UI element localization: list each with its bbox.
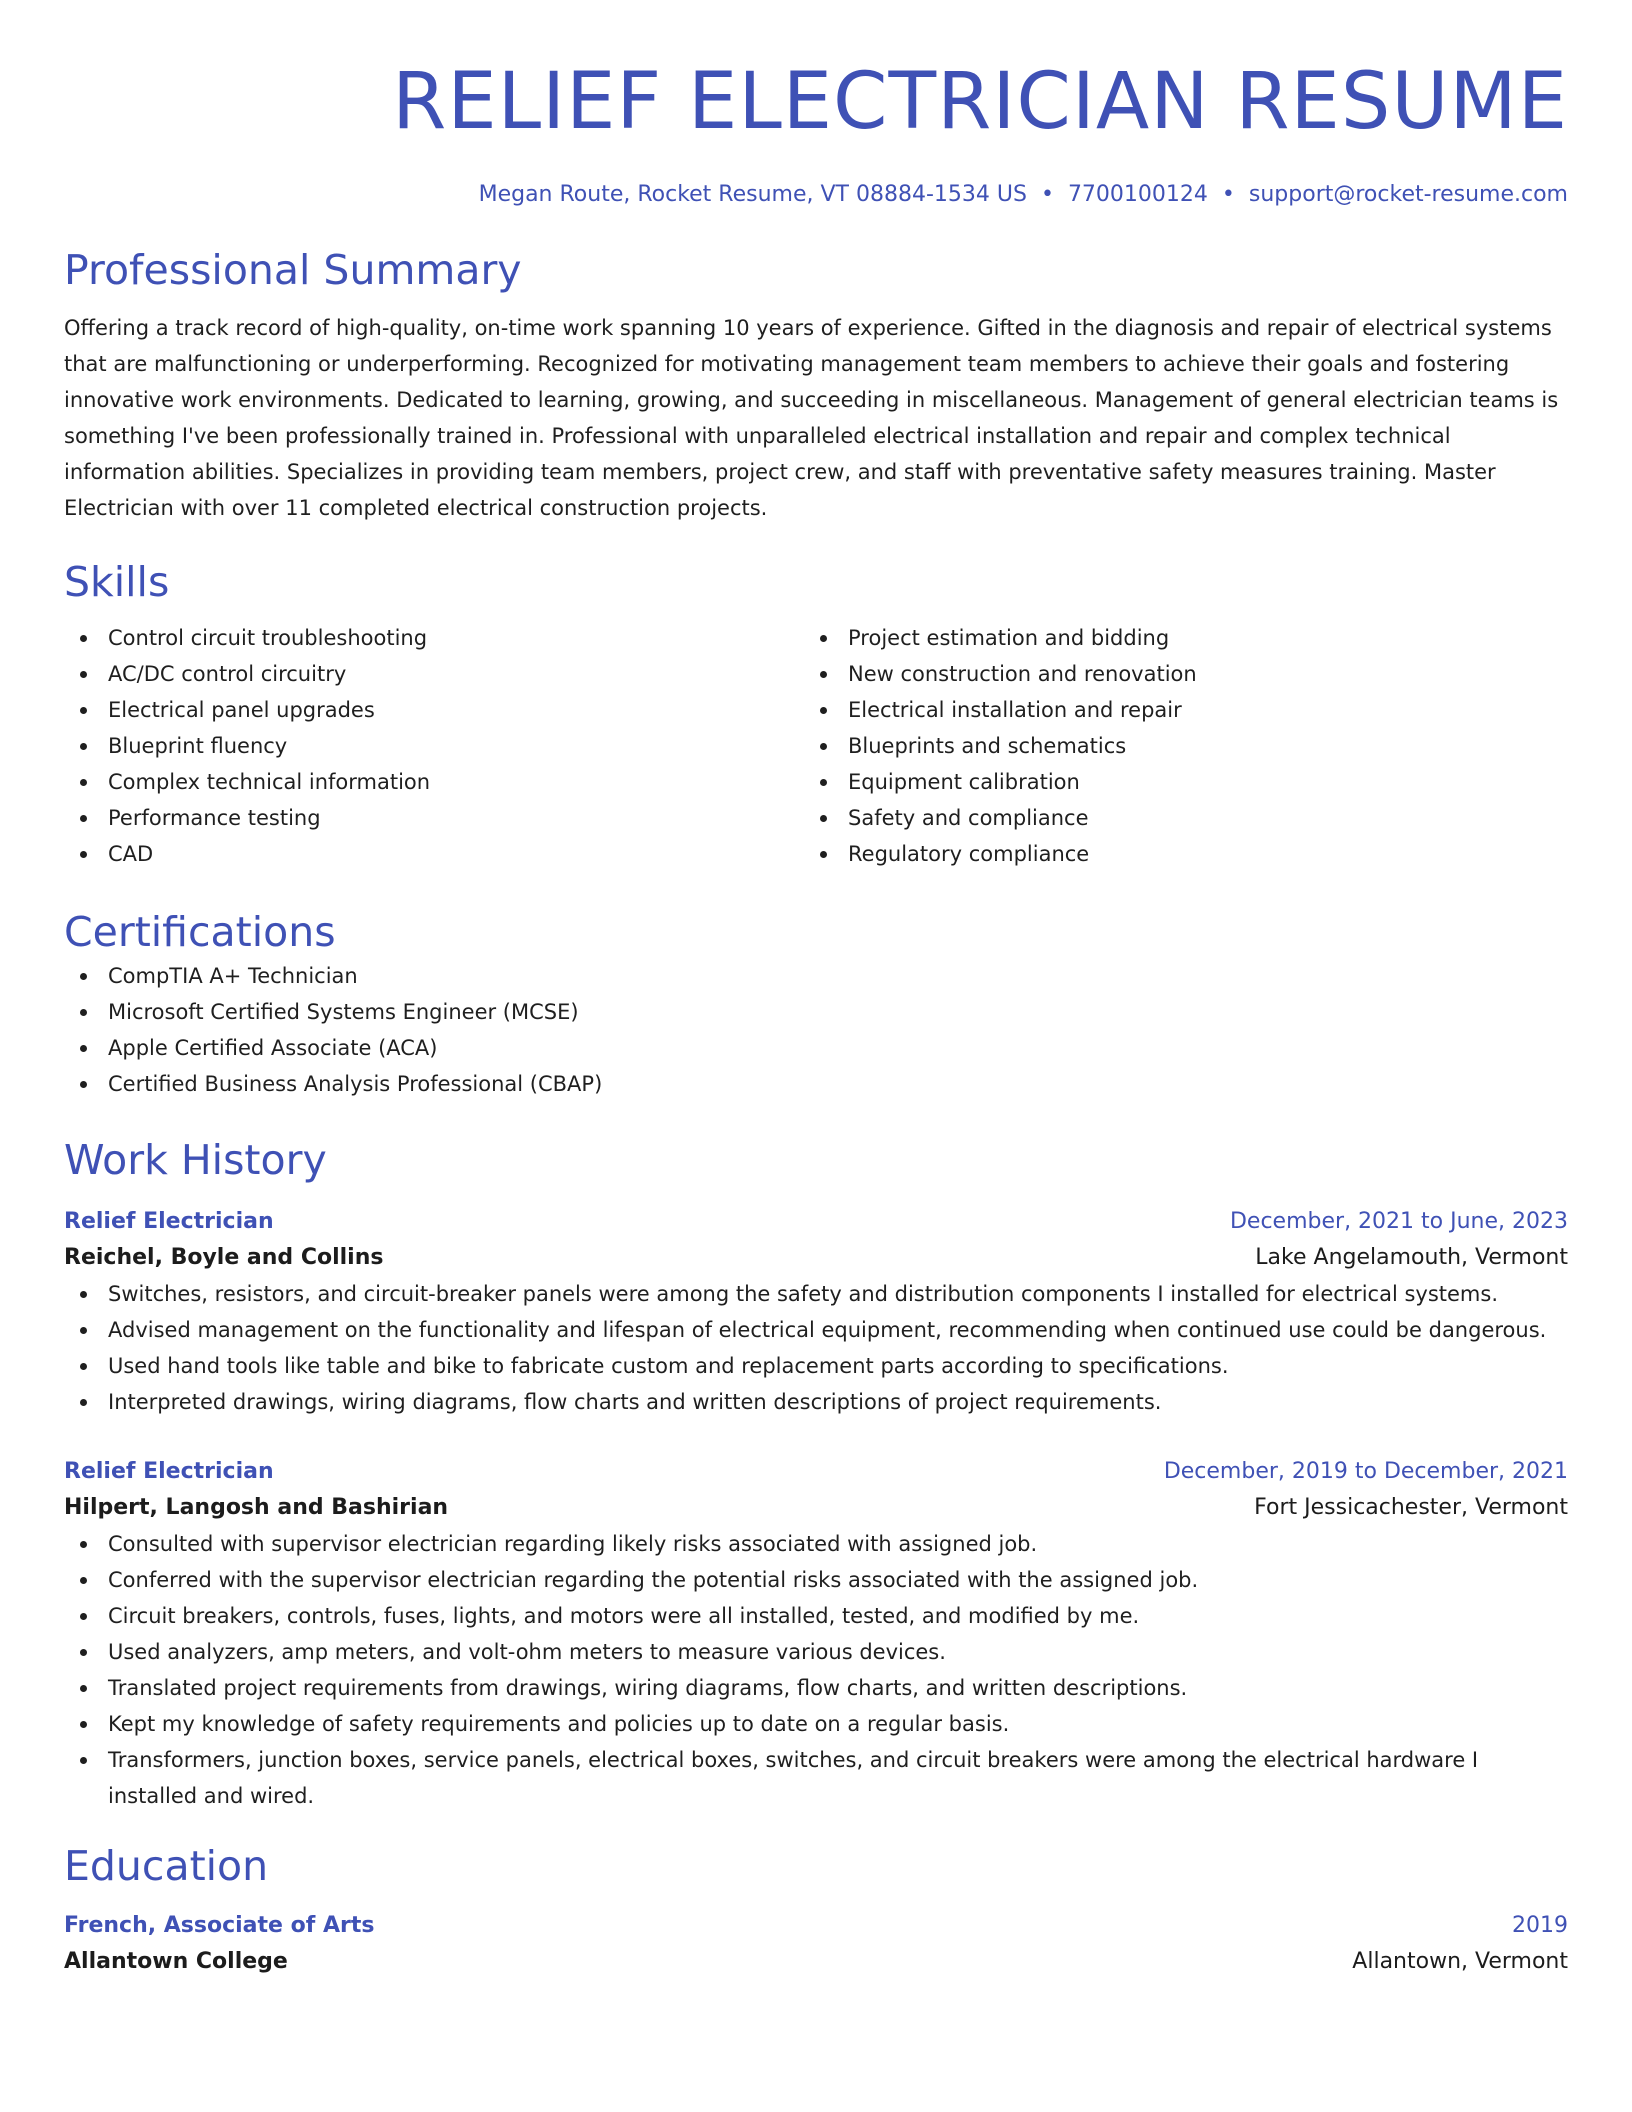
job-company: Hilpert, Langosh and Bashirian — [64, 1495, 449, 1520]
contact-separator: • — [1221, 182, 1235, 207]
skills-list-left — [64, 620, 804, 872]
skill-item: Electrical panel upgrades — [64, 692, 804, 728]
contact-separator: • — [1040, 182, 1054, 207]
job-dates: December, 2019 to December, 2021 — [1163, 1459, 1568, 1484]
education-year: 2019 — [1512, 1913, 1568, 1938]
job-entry — [64, 1454, 1568, 1814]
contact-phone: 7700100124 — [1067, 182, 1208, 207]
work-history-heading: Work History — [64, 1136, 327, 1184]
skill-item: Electrical installation and repair — [804, 692, 1544, 728]
certification-item: CompTIA A+ Technician — [64, 958, 1568, 994]
job-duty: Used analyzers, amp meters, and volt-ohm meters to measure various devices. — [64, 1634, 1568, 1670]
skill-item: Project estimation and bidding — [804, 620, 1544, 656]
job-duty: Transformers, junction boxes, service panels, electrical boxes, switches, and circuit breakers were among the electrical hardware I installed and wired. — [64, 1742, 1568, 1814]
job-location: Lake Angelamouth, Vermont — [1255, 1245, 1568, 1270]
education-school: Allantown College — [64, 1949, 288, 1974]
job-dates: December, 2021 to June, 2023 — [1229, 1209, 1568, 1234]
skill-item: Control circuit troubleshooting — [64, 620, 804, 656]
skill-item: CAD — [64, 836, 804, 872]
job-duty: Switches, resistors, and circuit-breaker panels were among the safety and distribution components I installed for electrical systems. — [64, 1276, 1568, 1312]
contact-email[interactable]: support@rocket-resume.com — [1248, 182, 1568, 207]
job-duty: Advised management on the functionality and lifespan of electrical equipment, recommending when continued use could be dangerous. — [64, 1312, 1568, 1348]
job-title: Relief Electrician — [64, 1459, 274, 1484]
skills-section — [64, 556, 1568, 872]
skill-item: Regulatory compliance — [804, 836, 1544, 872]
skill-item: AC/DC control circuitry — [64, 656, 804, 692]
summary-text: Offering a track record of high-quality, on-time work spanning 10 years of experience. Gifted in the diagnosis and repair of electrical systems that are malfunctioning or underperforming. Recognized for motivating management team members to achieve their goals and fostering innovative work environments. Dedicated to learning, growing, and succeeding in miscellaneous. Management of general electrician teams is something I've been professionally trained in. Professional with unparalleled electrical installation and repair and complex technical information abilities. Specializes in providing team members, project crew, and staff with preventative safety measures training. Master Electrician with over 11 completed electrical construction projects. — [64, 316, 1559, 520]
skill-item: Performance testing — [64, 800, 804, 836]
job-duties-list — [64, 1526, 1568, 1814]
skill-item: New construction and renovation — [804, 656, 1544, 692]
job-duty: Conferred with the supervisor electrician regarding the potential risks associated with the assigned job. — [64, 1562, 1568, 1598]
job-duty: Interpreted drawings, wiring diagrams, flow charts and written descriptions of project requirements. — [64, 1384, 1568, 1420]
certifications-section — [64, 906, 1568, 1102]
job-title-row — [64, 1204, 1568, 1240]
job-duties-list — [64, 1276, 1568, 1420]
skill-item: Equipment calibration — [804, 764, 1544, 800]
certification-item: Microsoft Certified Systems Engineer (MCSE) — [64, 994, 1568, 1030]
education-section — [64, 1840, 1568, 1980]
education-heading: Education — [64, 1842, 269, 1890]
job-entry — [64, 1204, 1568, 1420]
job-duty: Consulted with supervisor electrician regarding likely risks associated with assigned job. — [64, 1526, 1568, 1562]
education-school-row — [64, 1944, 1568, 1980]
skill-item: Safety and compliance — [804, 800, 1544, 836]
skill-item: Blueprint fluency — [64, 728, 804, 764]
job-company-row — [64, 1490, 1568, 1526]
job-title: Relief Electrician — [64, 1209, 274, 1234]
skills-list-right — [804, 620, 1544, 872]
certifications-heading: Certifications — [64, 908, 336, 956]
contact-line — [64, 180, 1568, 210]
skills-heading: Skills — [64, 558, 170, 606]
resume-header — [64, 52, 1568, 210]
job-location: Fort Jessicachester, Vermont — [1254, 1495, 1568, 1520]
job-company-row — [64, 1240, 1568, 1276]
job-duty: Used hand tools like table and bike to fabricate custom and replacement parts according to specifications. — [64, 1348, 1568, 1384]
skill-item: Blueprints and schematics — [804, 728, 1544, 764]
certification-item: Apple Certified Associate (ACA) — [64, 1030, 1568, 1066]
contact-address: Megan Route, Rocket Resume, VT 08884-1534 US — [478, 182, 1027, 207]
certification-item: Certified Business Analysis Professional (CBAP) — [64, 1066, 1568, 1102]
resume-title: RELIEF ELECTRICIAN RESUME — [392, 57, 1568, 147]
job-duty: Kept my knowledge of safety requirements and policies up to date on a regular basis. — [64, 1706, 1568, 1742]
education-degree-row — [64, 1908, 1568, 1944]
certifications-list — [64, 958, 1568, 1102]
job-duty: Translated project requirements from drawings, wiring diagrams, flow charts, and written descriptions. — [64, 1670, 1568, 1706]
summary-section — [64, 244, 1568, 526]
job-duty: Circuit breakers, controls, fuses, lights, and motors were all installed, tested, and modified by me. — [64, 1598, 1568, 1634]
education-entry — [64, 1908, 1568, 1980]
education-location: Allantown, Vermont — [1352, 1949, 1568, 1974]
skill-item: Complex technical information — [64, 764, 804, 800]
job-company: Reichel, Boyle and Collins — [64, 1245, 384, 1270]
education-degree: French, Associate of Arts — [64, 1913, 375, 1938]
summary-heading: Professional Summary — [64, 246, 522, 294]
work-history-section — [64, 1134, 1568, 1814]
skills-grid — [64, 620, 1568, 872]
job-title-row — [64, 1454, 1568, 1490]
